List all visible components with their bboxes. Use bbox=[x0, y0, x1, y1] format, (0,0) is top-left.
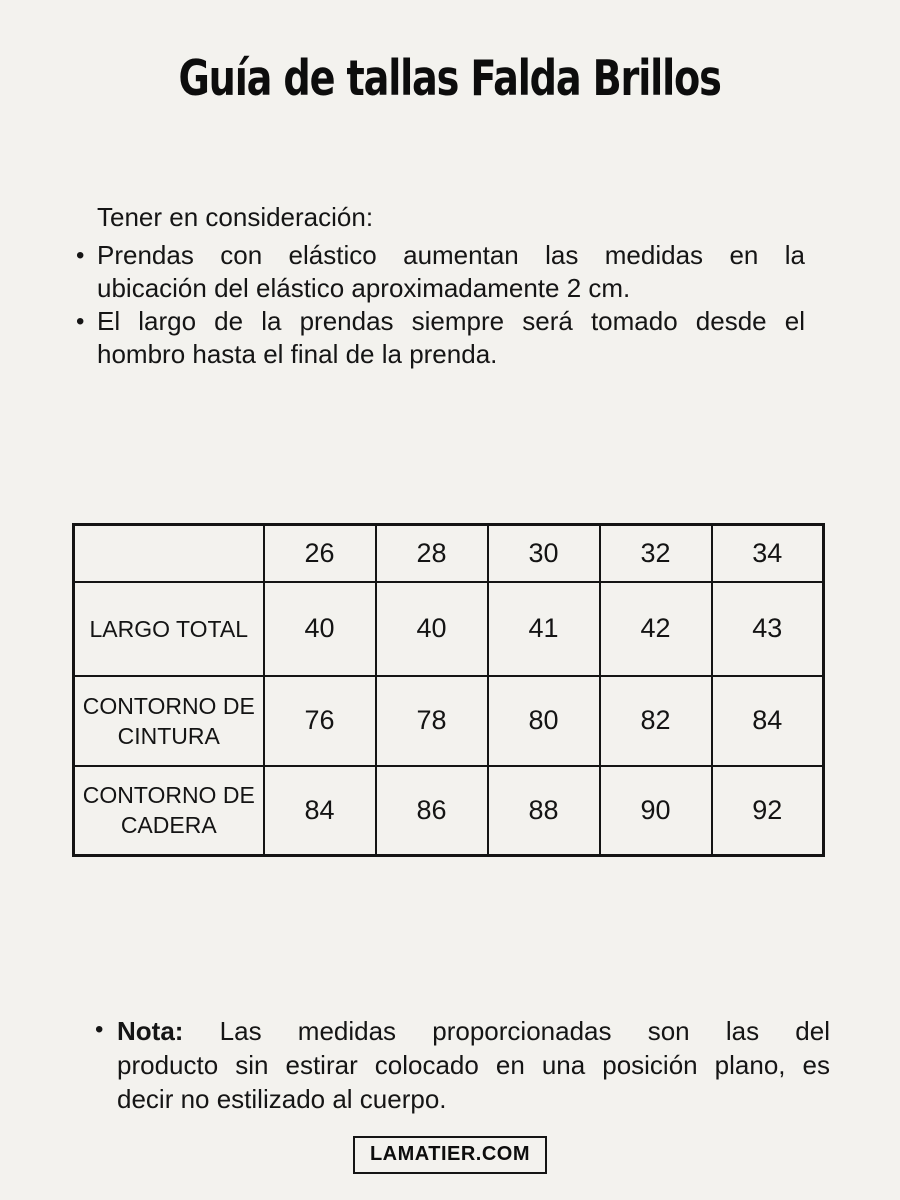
note-section bbox=[95, 1014, 830, 1116]
page-title-container bbox=[0, 50, 900, 107]
size-value: 86 bbox=[376, 766, 488, 856]
size-value: 43 bbox=[712, 582, 824, 676]
table-row-contorno-cintura bbox=[74, 676, 824, 766]
size-column-header: 28 bbox=[376, 525, 488, 582]
size-value: 41 bbox=[488, 582, 600, 676]
size-table bbox=[72, 523, 825, 857]
size-table-header-row bbox=[74, 525, 824, 582]
considerations-section bbox=[76, 201, 805, 371]
size-value: 84 bbox=[264, 766, 376, 856]
size-value: 82 bbox=[600, 676, 712, 766]
size-column-header: 32 bbox=[600, 525, 712, 582]
table-row-largo-total bbox=[74, 582, 824, 676]
consideration-item bbox=[76, 305, 805, 371]
measurement-label: LARGO TOTAL bbox=[74, 582, 264, 676]
size-value: 78 bbox=[376, 676, 488, 766]
consideration-line: Prendas con elástico aumentan las medidas en la bbox=[97, 240, 805, 270]
note-line: decir no estilizado al cuerpo. bbox=[117, 1084, 447, 1114]
table-row-contorno-cadera bbox=[74, 766, 824, 856]
size-column-header: 34 bbox=[712, 525, 824, 582]
brand-box: LAMATIER.COM bbox=[353, 1136, 547, 1174]
note-text: Las medidas proporcionadas son las del bbox=[219, 1016, 830, 1046]
size-value: 42 bbox=[600, 582, 712, 676]
size-column-header: 30 bbox=[488, 525, 600, 582]
considerations-heading: Tener en consideración: bbox=[97, 202, 374, 232]
size-value: 76 bbox=[264, 676, 376, 766]
size-value: 88 bbox=[488, 766, 600, 856]
bullet-icon: • bbox=[76, 308, 85, 335]
bullet-icon: • bbox=[76, 242, 85, 269]
size-value: 90 bbox=[600, 766, 712, 856]
page-title: Guía de tallas Falda Brillos bbox=[178, 50, 722, 107]
size-value: 40 bbox=[264, 582, 376, 676]
size-value: 92 bbox=[712, 766, 824, 856]
consideration-item bbox=[76, 239, 805, 305]
measurement-label: CONTORNO DE CADERA bbox=[74, 766, 264, 856]
note-line bbox=[117, 1014, 830, 1048]
measurement-label: CONTORNO DE CINTURA bbox=[74, 676, 264, 766]
footer bbox=[0, 1136, 900, 1174]
size-column-header-empty bbox=[74, 525, 264, 582]
size-value: 84 bbox=[712, 676, 824, 766]
bullet-icon: • bbox=[95, 1016, 104, 1043]
size-column-header: 26 bbox=[264, 525, 376, 582]
consideration-line: hombro hasta el final de la prenda. bbox=[97, 339, 498, 369]
consideration-line: El largo de la prendas siempre será tomado desde el bbox=[97, 306, 805, 336]
note-line: producto sin estirar colocado en una posición plano, es bbox=[117, 1050, 830, 1080]
size-value: 40 bbox=[376, 582, 488, 676]
consideration-line: ubicación del elástico aproximadamente 2 cm. bbox=[97, 273, 631, 303]
note-label: Nota: bbox=[117, 1016, 184, 1046]
size-value: 80 bbox=[488, 676, 600, 766]
